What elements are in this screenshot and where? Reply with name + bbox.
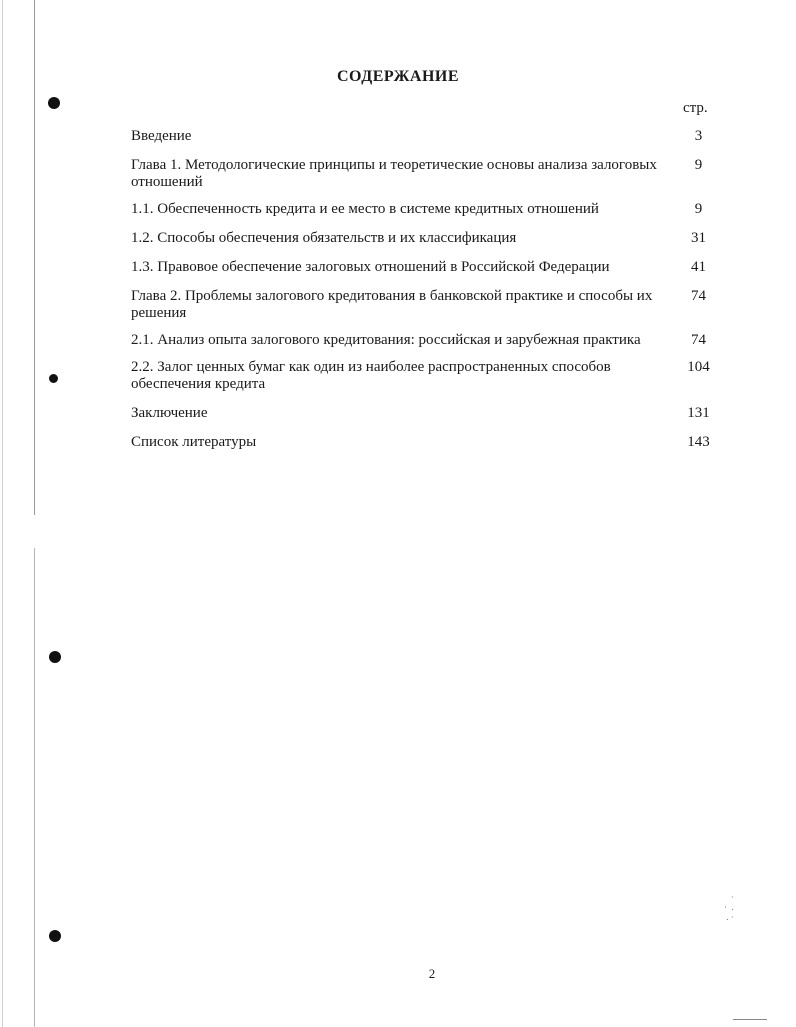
- page-column-label: стр.: [683, 100, 708, 116]
- punch-hole-mark: [49, 374, 58, 383]
- toc-entry: [131, 332, 721, 349]
- toc-entry-title: 2.1. Анализ опыта залогового кредитования: российская и зарубежная практика: [131, 332, 641, 348]
- toc-entry-page: 41: [691, 259, 706, 275]
- toc-entry: [131, 128, 721, 145]
- scan-edge-line: [2, 0, 3, 1027]
- toc-entry-title: 1.3. Правовое обеспечение залоговых отношений в Российской Федерации: [131, 259, 610, 275]
- toc-entry: [131, 157, 721, 191]
- toc-entry: [131, 405, 721, 422]
- page-number: 2: [428, 966, 436, 981]
- toc-entry-title: Глава 2. Проблемы залогового кредитования в банковской практике и способы их решения: [131, 288, 653, 321]
- toc-entry: [131, 434, 721, 451]
- punch-hole-mark: [49, 930, 61, 942]
- toc-entry-title: 1.1. Обеспеченность кредита и ее место в системе кредитных отношений: [131, 201, 599, 217]
- toc-entry: [131, 230, 721, 247]
- toc-entry-title: Список литературы: [131, 434, 257, 450]
- toc-entry-title: 2.2. Залог ценных бумаг как один из наиболее распространенных способов обеспечения кредита: [131, 359, 611, 392]
- punch-hole-mark: [48, 97, 60, 109]
- toc-entry-page: 9: [694, 201, 703, 217]
- toc-entry-page: 9: [694, 157, 703, 173]
- toc-entry-page: 74: [691, 332, 706, 348]
- toc-entry-title: 1.2. Способы обеспечения обязательств и их классификация: [131, 230, 517, 246]
- toc-entry: [131, 259, 721, 276]
- table-of-contents: [131, 128, 721, 451]
- toc-entry-page: 131: [687, 405, 710, 421]
- toc-entry-title: Глава 1. Методологические принципы и теоретические основы анализа залоговых отношений: [131, 157, 657, 190]
- toc-entry-page: 104: [687, 359, 710, 375]
- toc-entry-page: 74: [691, 288, 706, 304]
- toc-entry: [131, 201, 721, 218]
- toc-entry: [131, 359, 721, 393]
- toc-entry-page: 31: [691, 230, 706, 246]
- scan-corner-mark: [733, 1019, 767, 1020]
- toc-entry: [131, 288, 721, 322]
- scan-specks: · · . . ·: [724, 892, 734, 922]
- toc-entry-page: 143: [687, 434, 710, 450]
- toc-entry-title: Введение: [131, 128, 192, 144]
- page-title: СОДЕРЖАНИЕ: [336, 68, 460, 85]
- scan-margin-line-lower: [34, 548, 35, 1027]
- punch-hole-mark: [49, 651, 61, 663]
- toc-entry-page: 3: [694, 128, 703, 144]
- toc-entry-title: Заключение: [131, 405, 208, 421]
